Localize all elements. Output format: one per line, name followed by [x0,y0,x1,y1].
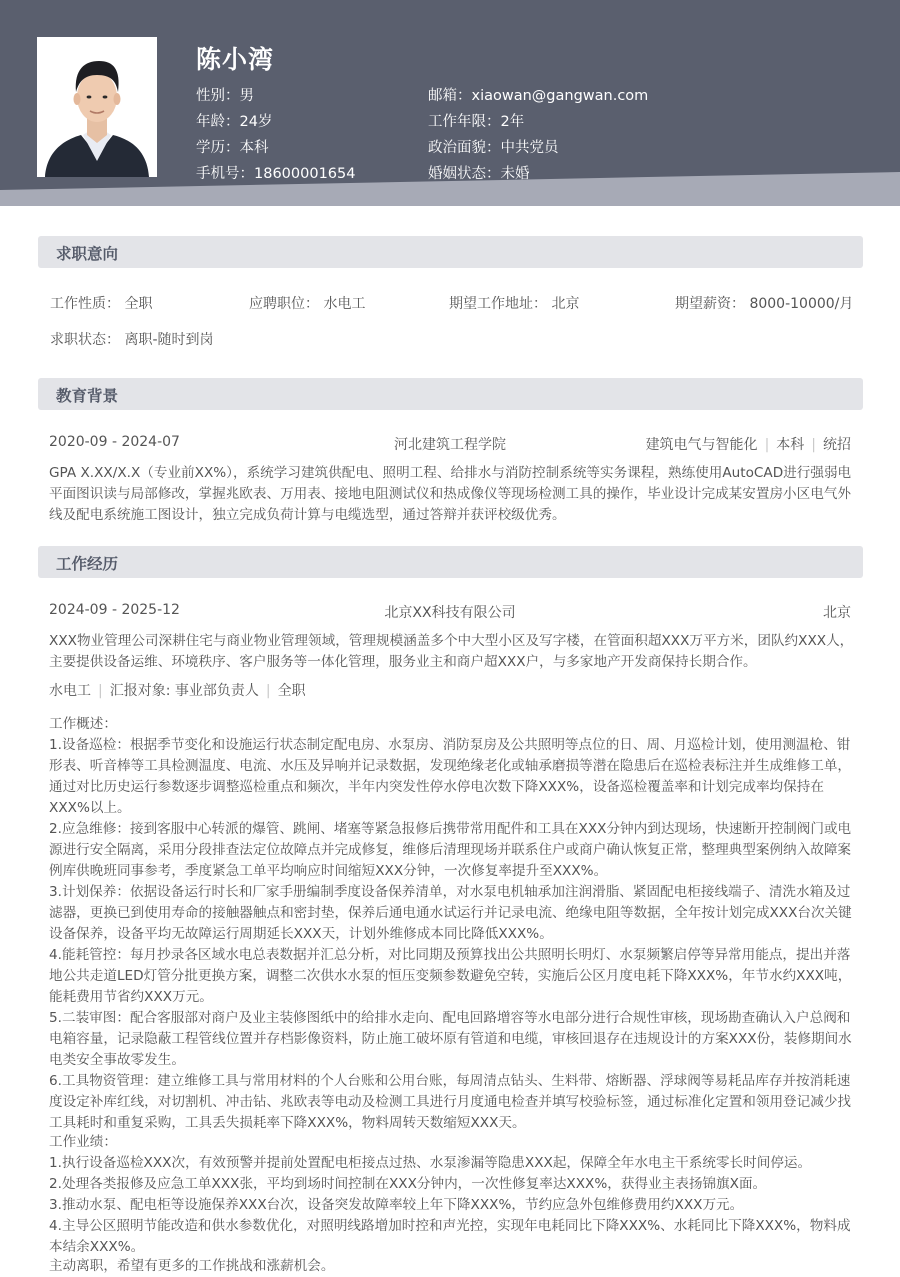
performance-item: 1.执行设备巡检XXX次，有效预警并提前处置配电柜接点过热、水泵渗漏等隐患XXX起，保障全年水电主干系统零长时间停运。 [49,1155,812,1171]
section-title: 工作经历 [56,555,119,573]
work-overview [49,714,854,1134]
report-to: 汇报对象: 事业部负责人 [109,683,259,699]
work-period: 2024-09 - 2025-12 [49,602,180,618]
performance-item: 2.处理各类报修及应急工单XXX张，平均到场时间控制在XXX分钟内，一次性修复率达XXX%，获得业主表扬锦旗X面。 [49,1176,767,1192]
section-education [38,378,863,410]
job-role: 水电工 [49,683,91,699]
major: 建筑电气与智能化 [645,437,758,453]
candidate-name: 陈小湾 [196,45,275,74]
overview-item: 1.设备巡检：根据季节变化和设施运行状态制定配电房、水泵房、消防泵房及公共照明等点位的日、周、月巡检计划，使用测温枪、钳形表、听音棒等工具检测温度、电流、水压及异响并记录数据，发现绝缘老化或轴承磨损等潜在隐患后在巡检表标注并生成维修工单，通过对比历史运行参数逐步调整巡检重点和频次，半年内突发性停水停电次数下降XXX%，设备巡检覆盖率和计划完成率均保持在XXX%以上。 [49,737,852,816]
section-title: 教育背景 [56,387,119,405]
work-years: 工作年限：2年 [428,114,525,130]
section-job-intention [38,236,863,268]
overview-item: 6.工具物资管理：建立维修工具与常用材料的个人台账和公用台账，每周清点钻头、生料带、熔断器、浮球阀等易耗品库存并按消耗速度设定补库红线，对切割机、冲击钻、兆欧表等电动及检测工具进行月度通电检查并填写校验标签，通过标准化定置和领用登记减少找工具耗时和重复采购，工具丢失损耗率下降XXX%，物料周转天数缩短XXX天。 [49,1073,852,1131]
job-nature: 工作性质： 全职 [50,296,153,312]
expected-salary: 期望薪资： 8000-10000/月 [675,296,854,312]
education-level: 学历：本科 [196,140,269,156]
work-city: 北京 [823,605,851,621]
education-details: 建筑电气与智能化 | 本科 | 统招 [645,437,851,453]
overview-item: 2.应急维修：接到客服中心转派的爆管、跳闸、堵塞等紧急报修后携带常用配件和工具在XXX分钟内到达现场，快速断开控制阀门或电源进行安全隔离，采用分段排查法定位故障点并完成修复，维修后清理现场并联系住户或商户确认恢复正常，整理典型案例纳入故障案例库供晚班同事参考，季度紧急工单平均响应时间缩短XXX分钟，一次修复率提升至XXX%。 [49,821,852,879]
job-type: 全职 [277,683,306,699]
company-name: 北京XX科技有限公司 [384,605,516,621]
email: 邮箱：xiaowan@gangwan.com [428,88,649,104]
school-name: 河北建筑工程学院 [394,437,506,453]
leave-reason: 主动离职，希望有更多的工作挑战和涨薪机会。 [49,1258,335,1274]
company-description: XXX物业管理公司深耕住宅与商业物业管理领域，管理规模涵盖多个中大型小区及写字楼，在管面积超XXX万平方米，团队约XXX人，主要提供设备运维、环境秩序、客户服务等一体化管理，服务业主和商户超XXX户，与多家地产开发商保持长期合作。 [49,633,854,670]
overview-item: 5.二装审图：配合客服部对商户及业主装修图纸中的给排水走向、配电回路增容等水电部分进行合规性审核，现场勘查确认入户总阀和电箱容量，记录隐蔽工程管线位置并存档影像资料，防止施工破坏原有管道和电缆，审核回退存在违规设计的方案XXX份，装修期间水电类安全事故零发生。 [49,1010,852,1068]
education-description: GPA X.XX/X.X（专业前XX%），系统学习建筑供配电、照明工程、给排水与消防控制系统等实务课程，熟练使用AutoCAD进行强弱电平面图识读与局部修改，掌握兆欧表、万用表、接地电阻测试仪和热成像仪等现场检测工具的操作，毕业设计完成某安置房小区电气外线及配电系统施工图设计，独立完成负荷计算与电缆选型，通过答辩并获评校级优秀。 [49,465,852,523]
section-work-experience [38,546,863,578]
overview-item: 3.计划保养：依据设备运行时长和厂家手册编制季度设备保养清单，对水泵电机轴承加注润滑脂、紧固配电柜接线端子、清洗水箱及过滤器，更换已到使用寿命的接触器触点和密封垫，保养后通电通水试运行并记录电流、绝缘电阻等数据，全年按计划完成XXX台次关键设备保养，设备平均无故障运行周期延长XXX天，计划外维修成本同比降低XXX%。 [49,884,852,942]
overview-title: 工作概述： [49,716,117,732]
marital-status: 婚姻状态：未婚 [428,166,530,182]
phone-number: 手机号：18600001654 [196,166,356,182]
performance-title: 工作业绩： [49,1134,117,1150]
job-location: 期望工作地址： 北京 [449,296,580,312]
work-performance [49,1132,854,1258]
gender: 性别：男 [196,88,254,104]
job-meta: 水电工 | 汇报对象: 事业部负责人 | 全职 [49,683,306,699]
performance-item: 4.主导公区照明节能改造和供水参数优化，对照明线路增加时控和声光控，实现年电耗同比下降XXX%、水耗同比下降XXX%，物料成本结余XXX%。 [49,1218,851,1255]
profile-photo [37,37,157,177]
political-status: 政治面貌：中共党员 [428,140,559,156]
performance-item: 3.推动水泵、配电柜等设施保养XXX台次，设备突发故障率较上年下降XXX%，节约应急外包维修费用约XXX万元。 [49,1197,744,1213]
age: 年龄：24岁 [196,114,273,130]
degree: 本科 [776,437,805,453]
enrollment-type: 统招 [823,437,851,453]
education-period: 2020-09 - 2024-07 [49,434,180,450]
section-title: 求职意向 [56,245,119,263]
resume-header [0,0,900,206]
job-position: 应聘职位： 水电工 [249,296,366,312]
job-status: 求职状态： 离职-随时到岗 [50,332,214,348]
overview-item: 4.能耗管控：每月抄录各区域水电总表数据并汇总分析，对比同期及预算找出公共照明长明灯、水泵频繁启停等异常用能点，提出并落地公共走道LED灯管分批更换方案，调整二次供水水泵的恒压变频参数避免空转，实施后公区月度电耗下降XXX%，年节水约XXX吨，能耗费用节省约XXX万元。 [49,947,852,1005]
